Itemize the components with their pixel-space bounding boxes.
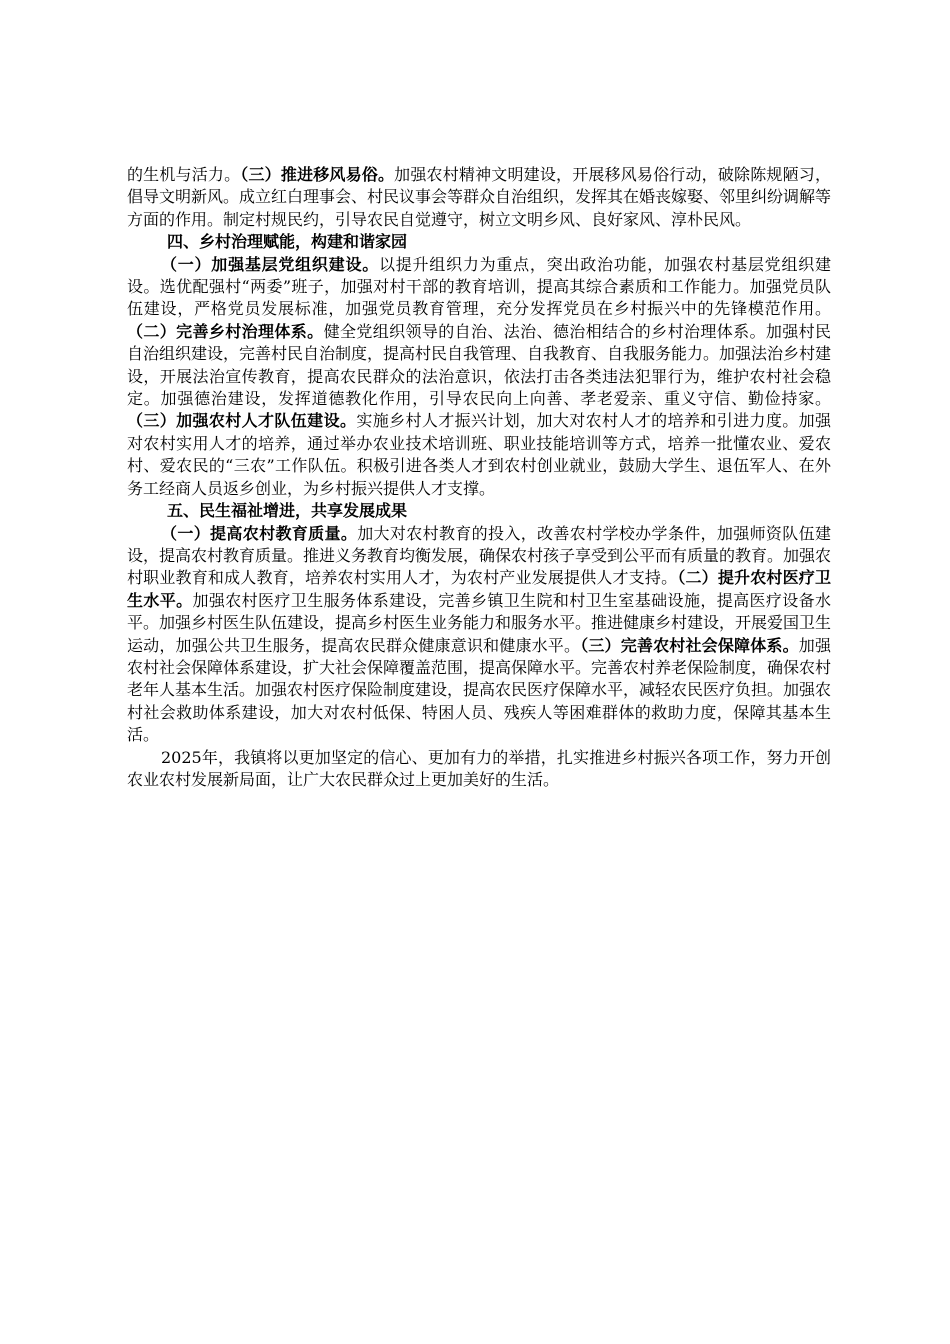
subheading-run: （二）完善乡村治理体系。 <box>127 321 324 341</box>
text-run: 加大对农村教育的投入，改善农村学校办学条件，加强师资队伍建设，提高农村教育质量。推进义务教育均衡发展，确保农村孩子享受到公平而有质量的教育。加强农村职业教育和成人教育，培养农村实用人才，为农村产业发展提供人才支持。 <box>127 523 832 588</box>
text-run: 以提升组织力为重点，突出政治功能，加强农村基层党组织建设。选优配强村“两委”班子，加强对村干部的教育培训，提高其综合素质和工作能力。加强党员队伍建设，严格党员发展标准，加强党员教育管理，充分发挥党员在乡村振兴中的先锋模范作用。 <box>127 254 831 319</box>
text-run: 健全党组织领导的自治、法治、德治相结合的乡村治理体系。加强村民自治组织建设，完善村民自治制度，提高村民自我管理、自我教育、自我服务能力。加强法治乡村建设，开展法治宣传教育，提高农民群众的法治意识，依法打击各类违法犯罪行为，维护农村社会稳定。加强德治建设，发挥道德教化作用，引导农民向上向善、孝老爱亲、重义守信、勤俭持家。 <box>127 321 832 409</box>
paragraph-governance <box>127 254 831 500</box>
subheading-run: （三）加强农村人才队伍建设。 <box>127 411 357 431</box>
text-run: 加强农村医疗卫生服务体系建设，完善乡镇卫生院和村卫生室基础设施，提高医疗设备水平。加强乡村医生队伍建设，提高乡村医生业务能力和服务水平。推进健康乡村建设，开展爱国卫生运动，加强公共卫生服务，提高农民群众健康意识和健康水平。 <box>127 590 832 655</box>
text-run: 实施乡村人才振兴计划，加大对农村人才的培养和引进力度。加强对农村实用人才的培养，通过举办农业技术培训班、职业技能培训等方式，培养一批懂农业、爱农村、爱农民的“三农”工作队伍。积极引进各类人才到农村创业就业，鼓励大学生、退伍军人、在外务工经商人员返乡创业，为乡村振兴提供人才支撑。 <box>127 411 831 498</box>
subheading-run: （三）完善农村社会保障体系。 <box>580 635 799 655</box>
paragraph-livelihood <box>127 523 831 747</box>
subheading-run: （二）提升农村医疗卫生水平。 <box>127 568 831 610</box>
subheading-run: （三）推进移风易俗。 <box>240 165 395 184</box>
subheading-run: （一）提高农村教育质量。 <box>161 523 358 543</box>
paragraph-conclusion <box>127 747 831 792</box>
section-heading-5: 五、民生福祉增进，共享发展成果 <box>167 501 408 521</box>
text-run: 2025年，我镇将以更加坚定的信心、更加有力的举措，扎实推进乡村振兴各项工作，努力开创农业农村发展新局面，让广大农民群众过上更加美好的生活。 <box>127 747 831 789</box>
section-heading-4: 四、乡村治理赋能，构建和谐家园 <box>167 232 408 252</box>
text-run: 的生机与活力。 <box>127 165 241 184</box>
document-page <box>127 164 831 791</box>
paragraph-civilization-tail <box>127 164 831 231</box>
text-run: 加强农村社会保障体系建设，扩大社会保障覆盖范围，提高保障水平。完善农村养老保险制度，确保农村老年人基本生活。加强农村医疗保险制度建设，提高农民医疗保障水平，减轻农民医疗负担。加强农村社会救助体系建设，加大对农村低保、特困人员、残疾人等困难群体的救助力度，保障其基本生活。 <box>127 635 832 745</box>
subheading-run: （一）加强基层党组织建设。 <box>161 254 379 274</box>
text-run: 加强农村精神文明建设，开展移风易俗行动，破除陈规陋习，倡导文明新风。成立红白理事会、村民议事会等群众自治组织，发挥其在婚丧嫁娶、邻里纠纷调解等方面的作用。制定村规民约，引导农民自觉遵守，树立文明乡风、良好家风、淳朴民风。 <box>127 165 832 229</box>
